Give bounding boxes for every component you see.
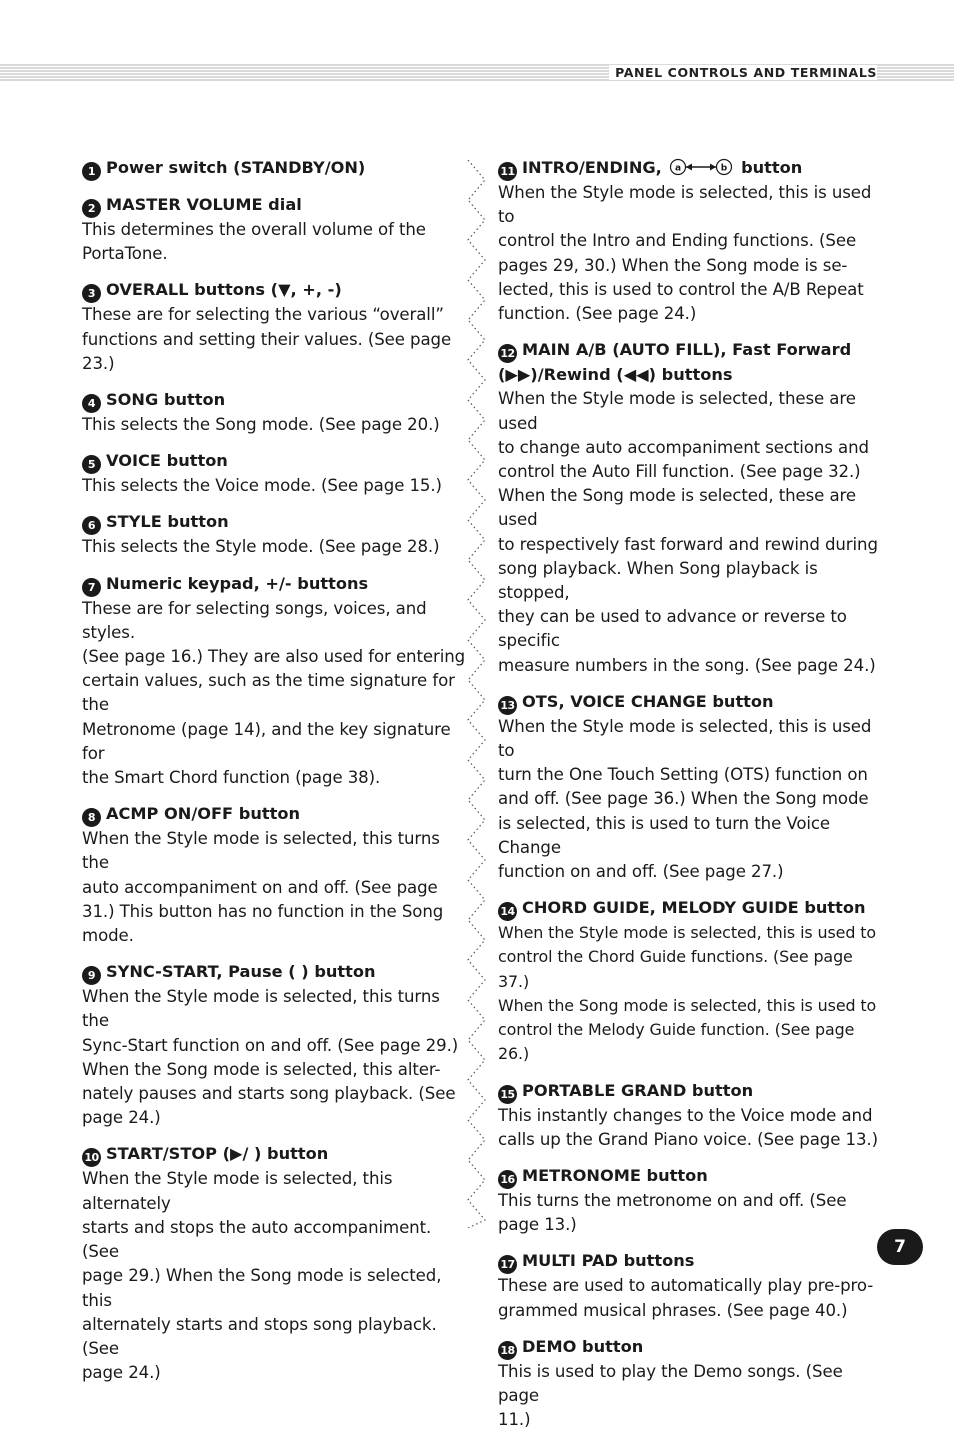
left-column (82, 156, 466, 1397)
ab-a-label: a (675, 163, 682, 174)
item-body: This selects the Style mode. (See page 28.) (82, 537, 440, 557)
page-number-badge: 7 (877, 1229, 923, 1265)
list-item (498, 690, 882, 884)
list-item (82, 278, 466, 376)
item-body: These are for selecting the various “overall” functions and setting their values. (See page 23.) (82, 305, 452, 373)
column-divider (464, 160, 490, 1228)
item-body: When the Style mode is selected, this alternately starts and stops the auto accompaniment. (See page 29.) When the Song mode is selected, this alternately starts and stops song playback. (See page 24.) (82, 1169, 442, 1383)
item-title: 11 INTRO/ENDING, a b button (498, 156, 882, 181)
item-body: When the Style mode is selected, this turns the Sync-Start function on and off. (See page 29.) When the Song mode is selected, this alter- nately pauses and starts song playback. (See page 24.) (82, 987, 459, 1128)
a-b-repeat-icon (669, 158, 733, 176)
item-title: 18 DEMO button (498, 1335, 882, 1360)
number-badge: 1 (82, 162, 101, 181)
number-badge: 14 (498, 902, 517, 921)
list-item (82, 388, 466, 437)
item-title: 8 ACMP ON/OFF button (82, 802, 466, 827)
item-title: 1 Power switch (STANDBY/ON) (82, 156, 466, 181)
item-title: 5 VOICE button (82, 449, 466, 474)
section-title: PANEL CONTROLS AND TERMINALS (609, 65, 877, 80)
ab-b-label: b (721, 163, 728, 174)
list-item (498, 338, 882, 678)
number-badge: 18 (498, 1341, 517, 1360)
item-title: 9 SYNC-START, Pause ( ) button (82, 960, 466, 985)
number-badge: 17 (498, 1255, 517, 1274)
item-body: These are for selecting songs, voices, and styles. (See page 16.) They are also used for entering certain values, such as the time signature for the Metronome (page 14), and the key signature for the Smart Chord function (page 38). (82, 598, 466, 788)
list-item (82, 572, 466, 791)
item-title: 7 Numeric keypad, +/- buttons (82, 572, 466, 597)
list-item (498, 896, 882, 1066)
item-body: These are used to automatically play pre-pro- grammed musical phrases. (See page 40.) (498, 1276, 874, 1320)
number-badge: 9 (82, 966, 101, 985)
item-body: This instantly changes to the Voice mode and calls up the Grand Piano voice. (See page 13.) (498, 1105, 878, 1149)
number-badge: 12 (498, 344, 517, 363)
number-badge: 13 (498, 696, 517, 715)
list-item (498, 1249, 882, 1322)
item-title: 13 OTS, VOICE CHANGE button (498, 690, 882, 715)
number-badge: 16 (498, 1170, 517, 1189)
list-item (82, 510, 466, 559)
item-body: This selects the Voice mode. (See page 15.) (82, 476, 442, 496)
item-title: 12 MAIN A/B (AUTO FILL), Fast Forward (498, 338, 882, 363)
number-badge: 11 (498, 162, 517, 181)
item-title: 14 CHORD GUIDE, MELODY GUIDE button (498, 896, 882, 921)
list-item (82, 960, 466, 1130)
number-badge: 15 (498, 1085, 517, 1104)
list-item (82, 193, 466, 266)
number-badge: 6 (82, 516, 101, 535)
number-badge: 8 (82, 808, 101, 827)
item-title: 16 METRONOME button (498, 1164, 882, 1189)
item-title-line-2: (▶▶)/Rewind (◀◀) buttons (498, 365, 733, 385)
item-title: 6 STYLE button (82, 510, 466, 535)
list-item (498, 156, 882, 326)
item-body: When the Style mode is selected, these are used to change auto accompaniment sections and control the Auto Fill function. (See page 32.) When the Song mode is selected, these are used to respectively fast forward and rewind during song playback. When Song playback is stopped, they can be used to advance or reverse to specific measure numbers in the song. (See page 24.) (498, 389, 878, 675)
item-title: 2 MASTER VOLUME dial (82, 193, 466, 218)
list-item (498, 1079, 882, 1152)
item-body: This is used to play the Demo songs. (See page 11.) (498, 1361, 843, 1430)
list-item (82, 1142, 466, 1385)
item-body: This selects the Song mode. (See page 20.) (82, 415, 440, 435)
item-title: 17 MULTI PAD buttons (498, 1249, 882, 1274)
list-item (498, 1335, 882, 1433)
number-badge: 5 (82, 455, 101, 474)
number-badge: 10 (82, 1148, 101, 1167)
list-item (82, 156, 466, 181)
list-item (82, 449, 466, 498)
number-badge: 2 (82, 199, 101, 218)
item-body: When the Style mode is selected, this turns the auto accompaniment on and off. (See page 31.) This button has no function in the Song mode. (82, 829, 444, 946)
number-badge: 4 (82, 394, 101, 413)
item-body: When the Style mode is selected, this is used to control the Chord Guide functions. (See page 37.) When the Song mode is selected, this is used to control the Melody Guide function. (See page 26.) (498, 923, 877, 1064)
item-title: 4 SONG button (82, 388, 466, 413)
item-body: This determines the overall volume of the PortaTone. (82, 220, 426, 264)
item-title: 15 PORTABLE GRAND button (498, 1079, 882, 1104)
list-item (498, 1164, 882, 1237)
number-badge: 3 (82, 284, 101, 303)
item-body: This turns the metronome on and off. (See page 13.) (498, 1190, 847, 1235)
item-title: 3 OVERALL buttons (▼, +, -) (82, 278, 466, 303)
item-body: When the Style mode is selected, this is used to control the Intro and Ending functions. (See pages 29, 30.) When the Song mode is se- lected, this is used to control the A/B Repeat function. (See page 24.) (498, 183, 872, 324)
right-column (498, 156, 882, 1444)
item-body: When the Style mode is selected, this is used to turn the One Touch Setting (OTS) function on and off. (See page 36.) When the Song mode is selected, this is used to turn the Voice Change function on and off. (See page 27.) (498, 716, 872, 882)
number-badge: 7 (82, 578, 101, 597)
item-title: 10 START/STOP (▶/ ) button (82, 1142, 466, 1167)
list-item (82, 802, 466, 948)
